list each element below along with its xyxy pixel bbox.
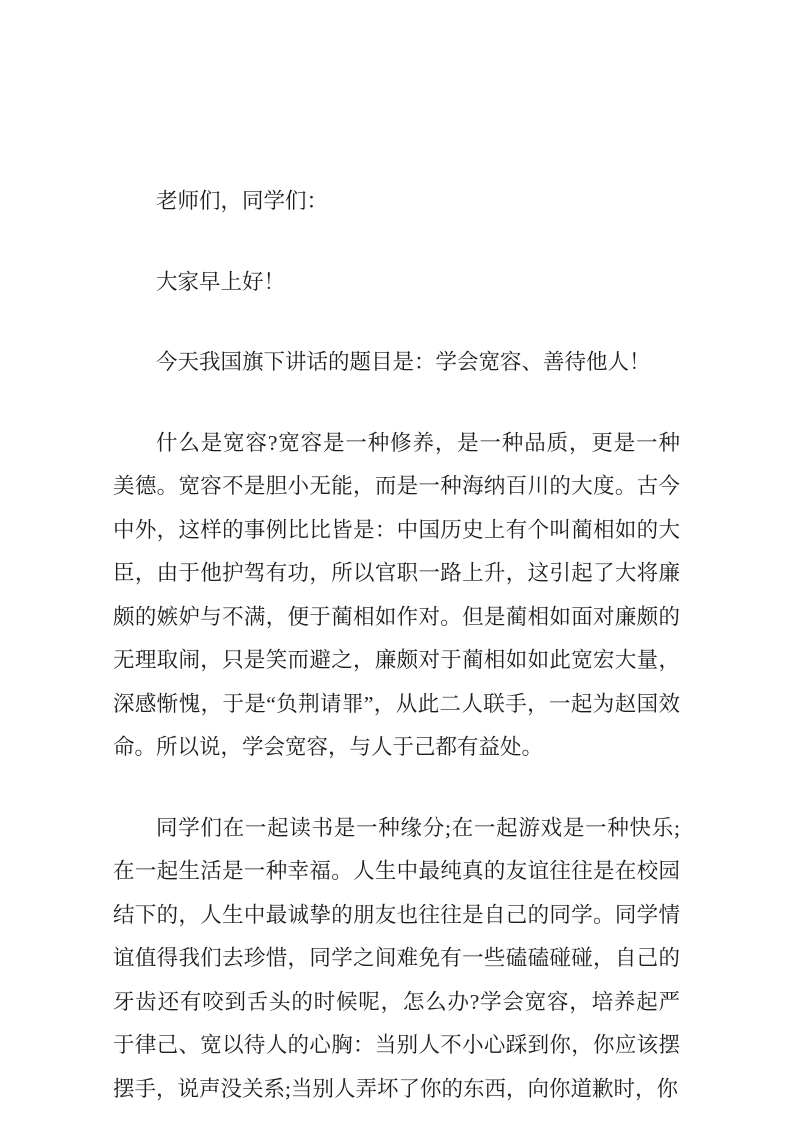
paragraph-good-morning: 大家早上好！ xyxy=(156,269,286,294)
paragraph-speech-topic: 今天我国旗下讲话的题目是：学会宽容、善待他人！ xyxy=(156,350,651,374)
paragraph-greeting: 老师们，同学们： xyxy=(156,189,329,213)
paragraph-body-classmates: 同学们在一起读书是一种缘分;在一起游戏是一种快乐;在一起生活是一种幸福。人生中最纯真的友谊往往是在校园结下的，人生中最诚挚的朋友也往往是自己的同学。同学情谊值得我们去珍惜，同学之间难免有一些磕磕碰碰，自己的牙齿还有咬到舌头的时候呢，怎么办?学会宽容，培养起严于律己、宽以待人的心胸：当别人不小心踩到你，你应该摆摆手，说声没关系;当别人弄坏了你的东西，向你道歉时，你 xyxy=(113,815,680,1101)
paragraph-body-what-is-tolerance: 什么是宽容?宽容是一种修养，是一种品质，更是一种美德。宽容不是胆小无能，而是一种海纳百川的大度。古今中外，这样的事例比比皆是：中国历史上有个叫蔺相如的大臣，由于他护驾有功，所以官职一路上升，这引起了大将廉颇的嫉妒与不满，便于蔺相如作对。但是蔺相如面对廉颇的无理取闹，只是笑而避之，廉颇对于蔺相如如此宽宏大量，深感惭愧，于是“负荆请罪”，从此二人联手，一起为赵国效命。所以说，学会宽容，与人于己都有益处。 xyxy=(113,430,680,759)
